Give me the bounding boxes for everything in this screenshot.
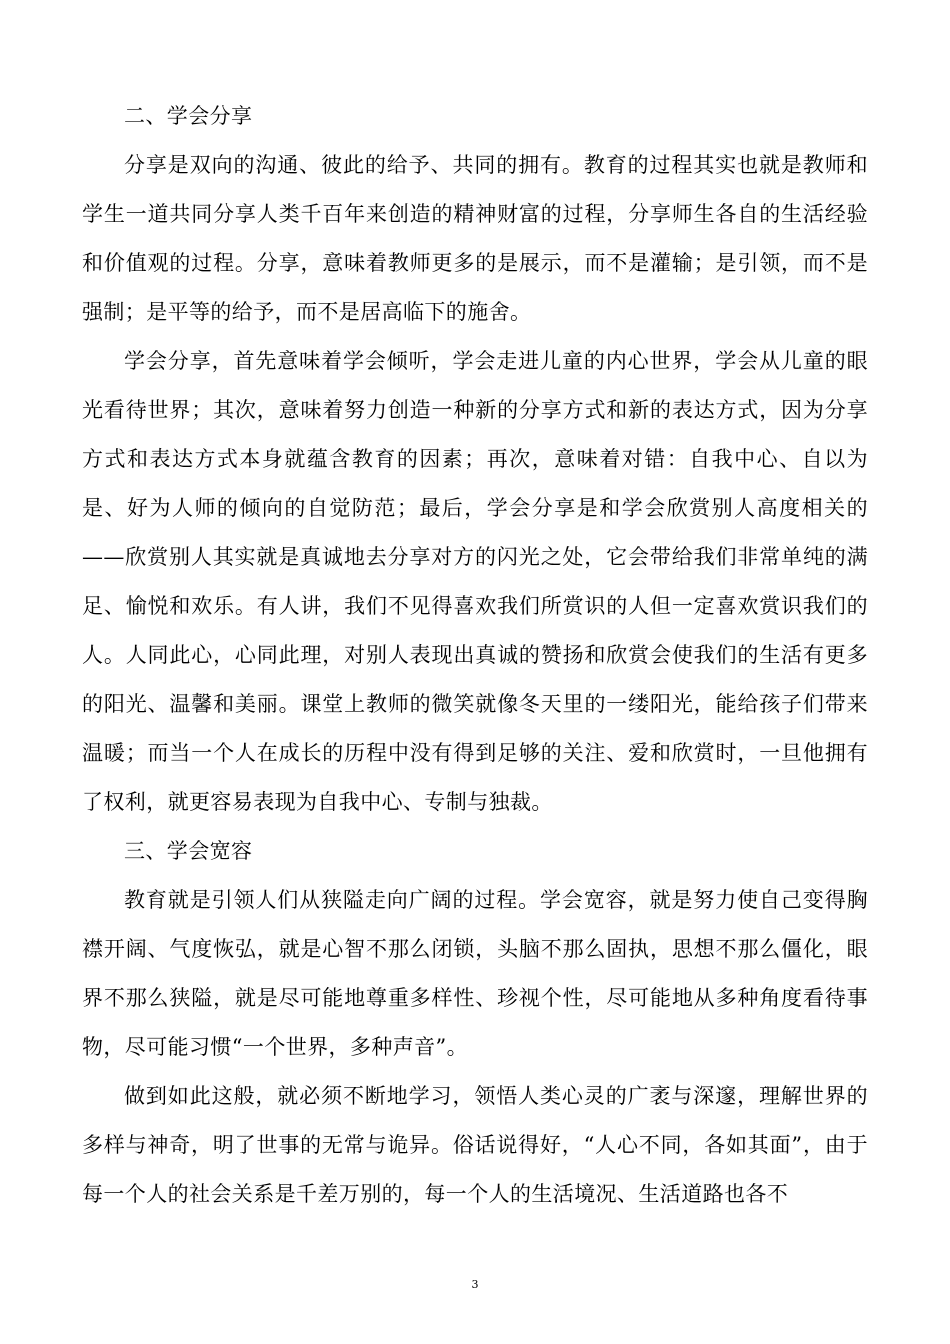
paragraph-continuous-learning: 做到如此这般，就必须不断地学习，领悟人类心灵的广袤与深邃，理解世界的多样与神奇，明了世事的无常与诡异。俗话说得好，“人心不同，各如其面”，由于每一个人的社会关系是千差万别的，每一个人的生活境况、生活道路也各不 [82,1084,868,1206]
paragraph-sharing-definition: 分享是双向的沟通、彼此的给予、共同的拥有。教育的过程其实也就是教师和学生一道共同分享人类千百年来创造的精神财富的过程，分享师生各自的生活经验和价值观的过程。分享，意味着教师更多的是展示，而不是灌输；是引领，而不是强制；是平等的给予，而不是居高临下的施舍。 [82,153,868,324]
paragraph-tolerance-definition: 教育就是引领人们从狭隘走向广阔的过程。学会宽容，就是努力使自己变得胸襟开阔、气度恢弘，就是心智不那么闭锁，头脑不那么固执，思想不那么僵化，眼界不那么狭隘，就是尽可能地尊重多样性、珍视个性，尽可能地从多种角度看待事物，尽可能习惯“一个世界，多种声音”。 [82,888,868,1059]
page-number: 3 [471,1278,479,1291]
section-heading-tolerance: 三、学会宽容 [124,839,253,863]
document-body [82,92,868,1219]
section-heading-sharing: 二、学会分享 [124,104,253,128]
paragraph-learning-to-share: 学会分享，首先意味着学会倾听，学会走进儿童的内心世界，学会从儿童的眼光看待世界；其次，意味着努力创造一种新的分享方式和新的表达方式，因为分享方式和表达方式本身就蕴含教育的因素；再次，意味着对错：自我中心、自以为是、好为人师的倾向的自觉防范；最后，学会分享是和学会欣赏别人高度相关的——欣赏别人其实就是真诚地去分享对方的闪光之处，它会带给我们非常单纯的满足、愉悦和欢乐。有人讲，我们不见得喜欢我们所赏识的人但一定喜欢赏识我们的人。人同此心，心同此理，对别人表现出真诚的赞扬和欣赏会使我们的生活有更多的阳光、温馨和美丽。课堂上教师的微笑就像冬天里的一缕阳光，能给孩子们带来温暖；而当一个人在成长的历程中没有得到足够的关注、爱和欣赏时，一旦他拥有了权利，就更容易表现为自我中心、专制与独裁。 [82,349,868,814]
